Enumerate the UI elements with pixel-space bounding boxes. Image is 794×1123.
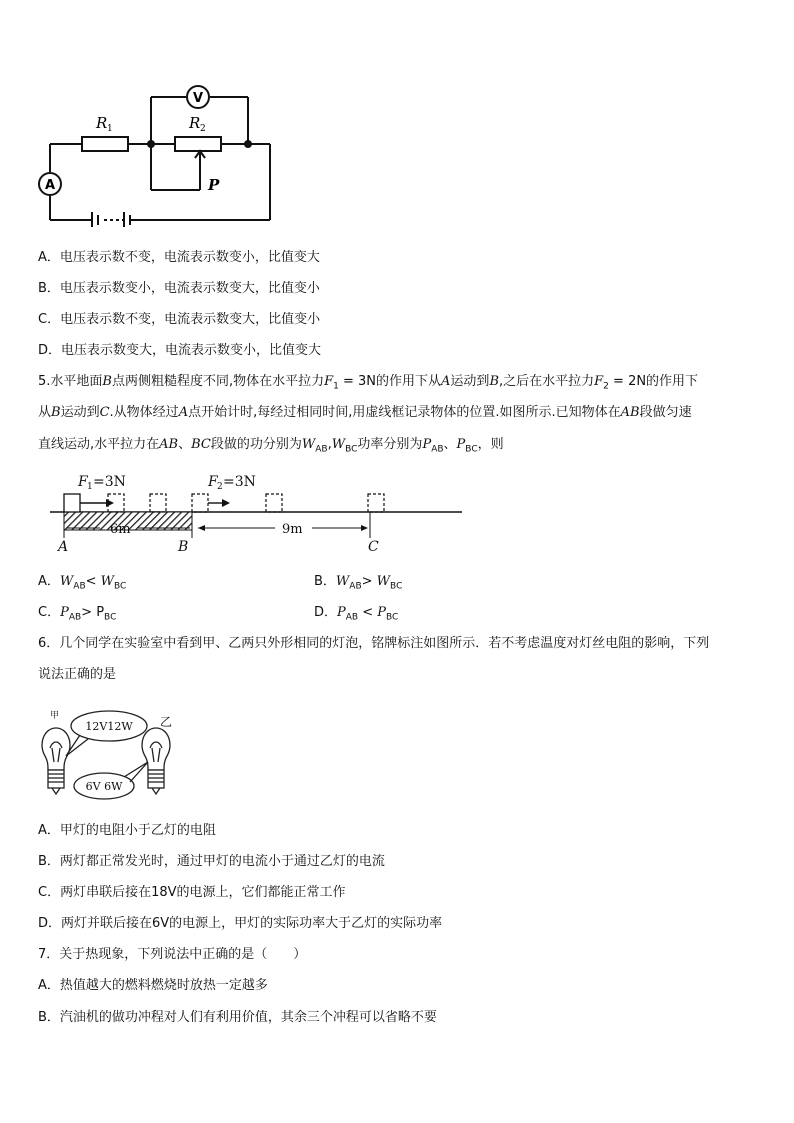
q5-stem-line2: 从B运动到C.从物体经过A点开始计时,每经过相同时间,用虚线框记录物体的位置.如图所示.已知物体在AB段做匀速 [38, 405, 692, 420]
point-b-label: B [178, 539, 189, 555]
q6-stem-line1: 6．几个同学在实验室中看到甲、乙两只外形相同的灯泡，铭牌标注如图所示．若不考虑温度对灯丝电阻的影响，下列 [38, 636, 710, 651]
bulb-yi-rating: 6V 6W [85, 780, 123, 793]
q5-stem-line1: 5.水平地面B点两侧粗糙程度不同,物体在水平拉力$F_1 = 3N$的作用下从A运动到B,之后在水平拉力$F_2 = 2N$的作用下 [38, 374, 699, 392]
q4-option-c: C．电压表示数不变，电流表示数变大，比值变小 [38, 312, 321, 327]
jia-label: 甲 [50, 711, 60, 721]
r2-label: R [189, 114, 201, 132]
q4-option-a: A．电压表示数不变，电流表示数变小，比值变大 [38, 250, 320, 265]
slider-label: P [208, 176, 220, 194]
distance-ab: 6m [110, 522, 131, 537]
q5-option-c: C．$P_{AB}> P_{BC}$ [38, 605, 117, 623]
ammeter-label: A [44, 178, 56, 193]
r1-sub: 1 [107, 124, 113, 134]
circuit-diagram [34, 82, 279, 227]
f2-label: F [208, 474, 218, 490]
q4-option-b: B．电压表示数变小，电流表示数变大，比值变小 [38, 281, 320, 296]
q5-option-a: A．$W_{AB}< W_{BC}$ [38, 574, 127, 592]
f2-value: =3N [223, 474, 256, 490]
q5-stem-line3: 直线运动,水平拉力在AB、BC段做的功分别为$W_{AB},W_{BC}$功率分别为$P_{AB}$、$P_{BC}$，则 [38, 437, 504, 455]
bulb-jia-rating: 12V12W [85, 720, 133, 733]
r2-sub: 2 [200, 124, 206, 134]
q6-option-a: A．甲灯的电阻小于乙灯的电阻 [38, 823, 216, 838]
q5-option-b: B．$W_{AB}> W_{BC}$ [314, 574, 403, 592]
motion-diagram [50, 466, 470, 556]
f1-value: =3N [93, 474, 126, 490]
q4-option-d: D．电压表示数变大，电流表示数变小，比值变大 [38, 343, 322, 358]
q6-option-c: C．两灯串联后接在18V的电源上，它们都能正常工作 [38, 885, 346, 900]
q7-stem: 7．关于热现象，下列说法中正确的是（ ） [38, 947, 307, 962]
q7-option-b: B．汽油机的做功冲程对人们有利用价值，其余三个冲程可以省略不要 [38, 1010, 437, 1025]
f1-sub: 1 [87, 482, 93, 492]
yi-label: 乙 [160, 715, 173, 729]
point-c-label: C [368, 539, 379, 555]
q7-option-a: A．热值越大的燃料燃烧时放热一定越多 [38, 978, 268, 993]
voltmeter-label: V [192, 91, 204, 106]
distance-bc: 9m [282, 522, 303, 537]
point-a-label: A [58, 539, 69, 555]
q6-option-d: D．两灯并联后接在6V的电源上，甲灯的实际功率大于乙灯的实际功率 [38, 916, 443, 931]
q5-option-d: D．$P_{AB} < P_{BC}$ [314, 605, 399, 623]
f1-label: F [78, 474, 88, 490]
q6-stem-line2: 说法正确的是 [38, 667, 117, 682]
r1-label: R [96, 114, 108, 132]
q6-option-b: B．两灯都正常发光时，通过甲灯的电流小于通过乙灯的电流 [38, 854, 385, 869]
f2-sub: 2 [217, 482, 223, 492]
bulbs-figure [36, 704, 186, 804]
